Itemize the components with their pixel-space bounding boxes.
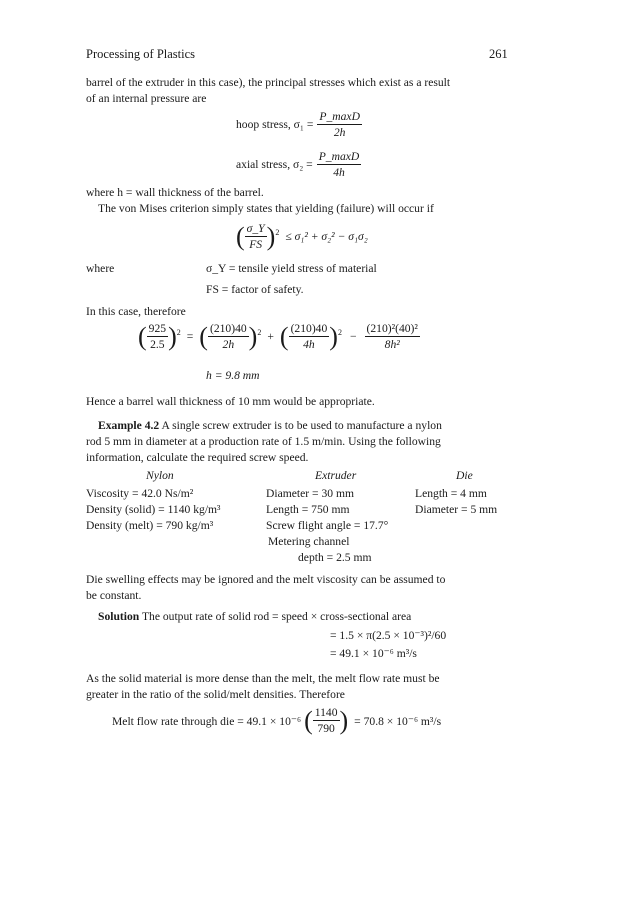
dense-line-2: greater in the ratio of the solid/melt densities. Therefore [86, 688, 345, 701]
criterion-fraction [245, 222, 267, 251]
fs-definition: FS = factor of safety. [206, 283, 304, 296]
term2-power: 2 [257, 328, 262, 337]
extruder-flight-angle: Screw flight angle = 17.7° [266, 519, 389, 532]
term1-denominator: 2.5 [150, 338, 165, 351]
solution-line-1 [98, 610, 411, 623]
criterion-power: 2 [275, 228, 280, 237]
melt-flow-prefix: Melt flow rate through die = 49.1 × 10⁻⁶ [112, 714, 302, 728]
axial-stress-label: axial stress, σ₂ = [236, 158, 313, 171]
term3-denominator: 4h [303, 338, 315, 351]
intro-line-1: barrel of the extruder in this case), the principal stresses which exist as a result [86, 76, 451, 89]
solution-text-1: The output rate of solid rod = speed × cross-sectional area [139, 610, 412, 623]
extruder-diameter: Diameter = 30 mm [266, 487, 354, 500]
term1-numerator: 925 [148, 322, 167, 335]
paren-open-3: ( [279, 321, 289, 351]
criterion-rhs: ≤ σ₁² + σ₂² − σ₁σ₂ [285, 230, 368, 243]
solution-line-3: = 49.1 × 10⁻⁶ m³/s [330, 647, 417, 660]
paren-open-2: ( [199, 321, 208, 351]
axial-stress-fraction [317, 150, 362, 179]
term4-fraction [365, 322, 420, 351]
case-equation [138, 322, 420, 351]
hoop-denominator: 2h [333, 126, 346, 139]
header-die: Die [456, 469, 473, 482]
extruder-channel-depth: depth = 2.5 mm [298, 551, 372, 564]
h-result: h = 9.8 mm [206, 369, 260, 382]
nylon-density-solid: Density (solid) = 1140 kg/m³ [86, 503, 221, 516]
von-mises-criterion [236, 222, 368, 251]
die-length: Length = 4 mm [415, 487, 487, 500]
paren-close-1: ) [168, 321, 177, 351]
die-swell-line-1: Die swelling effects may be ignored and the melt viscosity can be assumed to [86, 573, 446, 586]
axial-denominator: 4h [333, 166, 345, 179]
axial-numerator: P_maxD [318, 150, 360, 163]
running-header-title: Processing of Plastics [86, 47, 196, 61]
example-text-1: A single screw extruder is to be used to manufacture a nylon [159, 419, 442, 432]
extruder-length: Length = 750 mm [266, 503, 350, 516]
melt-paren-open: ( [304, 705, 313, 735]
melt-flow-result: = 70.8 × 10⁻⁶ m³/s [354, 714, 442, 728]
page-number: 261 [489, 47, 508, 61]
nylon-viscosity: Viscosity = 42.0 Ns/m² [86, 487, 194, 500]
die-swell-line-2: be constant. [86, 589, 142, 602]
criterion-numerator: σ_Y [246, 222, 265, 235]
term2-numerator: (210)40 [209, 322, 247, 335]
example-line-3: information, calculate the required screw speed. [86, 451, 309, 464]
where-label: where [86, 262, 115, 275]
nylon-density-melt: Density (melt) = 790 kg/m³ [86, 519, 214, 532]
extruder-metering-channel: Metering channel [268, 535, 350, 548]
paren-close-3: ) [329, 321, 338, 351]
term4-denominator: 8h² [384, 338, 400, 351]
equals-sign: = [186, 330, 194, 343]
dense-line-1: As the solid material is more dense than the melt, the melt flow rate must be [86, 672, 440, 685]
term4-numerator: (210)²(40)² [366, 322, 418, 335]
solution-label: Solution [98, 610, 140, 623]
left-paren: ( [236, 221, 245, 251]
term1-power: 2 [176, 328, 181, 337]
density-ratio-fraction [313, 706, 340, 735]
header-nylon: Nylon [146, 469, 174, 482]
hence-statement: Hence a barrel wall thickness of 10 mm would be appropriate. [86, 395, 375, 408]
example-line-2: rod 5 mm in diameter at a production rate of 1.5 m/min. Using the following [86, 435, 441, 448]
intro-line-2: of an internal pressure are [86, 92, 207, 105]
hoop-stress-fraction [317, 110, 362, 139]
melt-flow-equation [112, 706, 441, 735]
hoop-stress-equation [236, 110, 362, 139]
hoop-numerator: P_maxD [319, 110, 360, 123]
term2-denominator: 2h [222, 338, 235, 351]
where-h-definition: where h = wall thickness of the barrel. [86, 186, 264, 199]
von-mises-statement: The von Mises criterion simply states that yielding (failure) will occur if [98, 202, 434, 215]
header-extruder: Extruder [315, 469, 357, 482]
die-diameter: Diameter = 5 mm [415, 503, 498, 516]
density-ratio-denominator: 790 [317, 722, 335, 735]
density-ratio-numerator: 1140 [314, 706, 338, 719]
term3-power: 2 [337, 328, 342, 337]
term2-fraction [208, 322, 249, 351]
sigma-y-definition: σ_Y = tensile yield stress of material [206, 262, 377, 275]
term1-fraction [147, 322, 168, 351]
paren-close-2: ) [248, 321, 258, 351]
example-label: Example 4.2 [98, 419, 160, 432]
melt-paren-close: ) [339, 705, 349, 735]
term3-numerator: (210)40 [290, 322, 328, 335]
plus-sign: + [267, 330, 274, 343]
term3-fraction [289, 322, 330, 351]
axial-stress-equation [236, 150, 361, 179]
right-paren: ) [266, 221, 276, 251]
criterion-denominator: FS [249, 238, 263, 251]
minus-sign: − [349, 330, 357, 343]
paren-open-1: ( [138, 321, 147, 351]
in-this-case: In this case, therefore [86, 305, 186, 318]
hoop-stress-label: hoop stress, σ₁ = [236, 118, 314, 131]
example-line-1 [98, 419, 442, 432]
solution-line-2: = 1.5 × π(2.5 × 10⁻³)²/60 [330, 629, 447, 642]
